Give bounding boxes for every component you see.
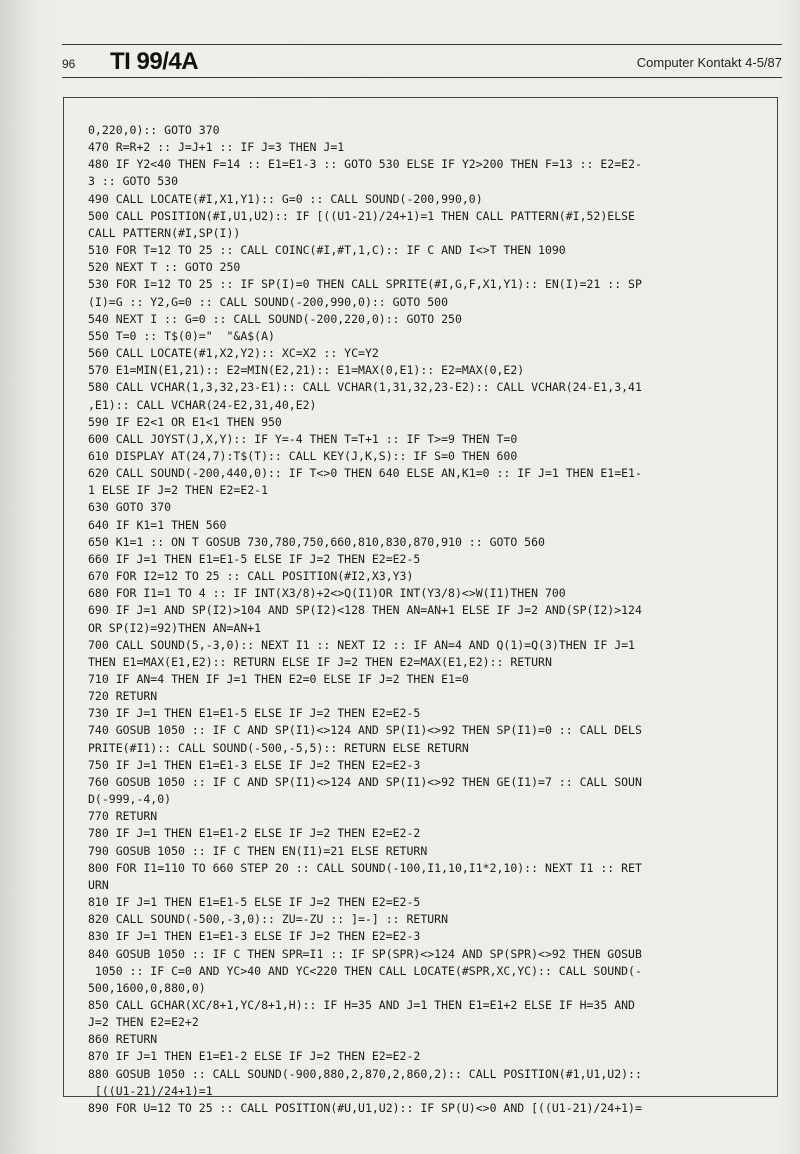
code-line: 770 RETURN [88, 809, 158, 824]
code-line: 0,220,0):: GOTO 370 [88, 123, 220, 137]
code-line: 560 CALL LOCATE(#1,X2,Y2):: XC=X2 :: YC=Y2 [88, 346, 379, 361]
code-line: [((U1-21)/24+1)=1 [88, 1083, 213, 1098]
code-line: 470 R=R+2 :: J=J+1 :: IF J=3 THEN J=1 [88, 140, 345, 155]
code-line: 600 CALL JOYST(J,X,Y):: IF Y=-4 THEN T=T+1 :: IF T>=9 THEN T=0 [88, 431, 518, 446]
code-line: 810 IF J=1 THEN E1=E1-5 ELSE IF J=2 THEN E2=E2-5 [88, 895, 421, 910]
code-line: 680 FOR I1=1 TO 4 :: IF INT(X3/8)+2<>Q(I1)OR INT(Y3/8)<>W(I1)THEN 700 [88, 586, 566, 601]
basic-program-listing [88, 122, 768, 1117]
code-line: 3 :: GOTO 530 [88, 174, 179, 189]
code-line: 590 IF E2<1 OR E1<1 THEN 950 [88, 414, 282, 429]
code-line: 480 IF Y2<40 THEN F=14 :: E1=E1-3 :: GOTO 530 ELSE IF Y2>200 THEN F=13 :: E2=E2- [88, 157, 642, 172]
code-line: 780 IF J=1 THEN E1=E1-2 ELSE IF J=2 THEN E2=E2-2 [88, 826, 421, 841]
code-line: 660 IF J=1 THEN E1=E1-5 ELSE IF J=2 THEN E2=E2-5 [88, 551, 421, 566]
code-line: CALL PATTERN(#I,SP(I)) [88, 225, 241, 240]
code-line: 510 FOR T=12 TO 25 :: CALL COINC(#I,#T,1,C):: IF C AND I<>T THEN 1090 [88, 243, 566, 258]
code-line: 760 GOSUB 1050 :: IF C AND SP(I1)<>124 AND SP(I1)<>92 THEN GE(I1)=7 :: CALL SOUN [88, 774, 642, 789]
code-line: 850 CALL GCHAR(XC/8+1,YC/8+1,H):: IF H=35 AND J=1 THEN E1=E1+2 ELSE IF H=35 AND [88, 997, 635, 1012]
code-line: 580 CALL VCHAR(1,3,32,23-E1):: CALL VCHAR(1,31,32,23-E2):: CALL VCHAR(24-E1,3,41 [88, 380, 642, 395]
code-line: 530 FOR I=12 TO 25 :: IF SP(I)=0 THEN CALL SPRITE(#I,G,F,X1,Y1):: EN(I)=21 :: SP [88, 277, 642, 292]
code-line: 870 IF J=1 THEN E1=E1-2 ELSE IF J=2 THEN E2=E2-2 [88, 1049, 421, 1064]
code-line: 1 ELSE IF J=2 THEN E2=E2-1 [88, 483, 269, 498]
code-line: 610 DISPLAY AT(24,7):T$(T):: CALL KEY(J,K,S):: IF S=0 THEN 600 [88, 448, 518, 463]
code-line: 690 IF J=1 AND SP(I2)>104 AND SP(I2)<128 THEN AN=AN+1 ELSE IF J=2 AND(SP(I2)>124 [88, 603, 642, 618]
code-line: 830 IF J=1 THEN E1=E1-3 ELSE IF J=2 THEN E2=E2-3 [88, 929, 421, 944]
code-line: 880 GOSUB 1050 :: CALL SOUND(-900,880,2,870,2,860,2):: CALL POSITION(#1,U1,U2):: [88, 1066, 642, 1081]
code-line: 730 IF J=1 THEN E1=E1-5 ELSE IF J=2 THEN E2=E2-5 [88, 706, 421, 721]
code-line: 790 GOSUB 1050 :: IF C THEN EN(I1)=21 ELSE RETURN [88, 843, 428, 858]
code-line: 1050 :: IF C=0 AND YC>40 AND YC<220 THEN CALL LOCATE(#SPR,XC,YC):: CALL SOUND(- [88, 963, 642, 978]
code-line: 710 IF AN=4 THEN IF J=1 THEN E2=0 ELSE IF J=2 THEN E1=0 [88, 672, 469, 686]
code-line: 890 FOR U=12 TO 25 :: CALL POSITION(#U,U1,U2):: IF SP(U)<>0 AND [((U1-21)/24+1)= [88, 1100, 642, 1115]
code-line: THEN E1=MAX(E1,E2):: RETURN ELSE IF J=2 THEN E2=MAX(E1,E2):: RETURN [88, 654, 552, 669]
code-line: 500,1600,0,880,0) [88, 980, 206, 995]
code-line: 640 IF K1=1 THEN 560 [88, 517, 227, 532]
code-line: J=2 THEN E2=E2+2 [88, 1015, 199, 1030]
code-line: 860 RETURN [88, 1032, 158, 1047]
code-line: 490 CALL LOCATE(#I,X1,Y1):: G=0 :: CALL SOUND(-200,990,0) [88, 191, 483, 206]
code-line: URN [88, 877, 109, 892]
code-line: 620 CALL SOUND(-200,440,0):: IF T<>0 THEN 640 ELSE AN,K1=0 :: IF J=1 THEN E1=E1- [88, 466, 642, 481]
code-line: 800 FOR I1=110 TO 660 STEP 20 :: CALL SOUND(-100,I1,10,I1*2,10):: NEXT I1 :: RET [88, 860, 642, 875]
code-line: ,E1):: CALL VCHAR(24-E2,31,40,E2) [88, 397, 317, 412]
code-line: 520 NEXT T :: GOTO 250 [88, 260, 241, 275]
code-line: 670 FOR I2=12 TO 25 :: CALL POSITION(#I2,X3,Y3) [88, 569, 414, 584]
issue-label: Computer Kontakt 4-5/87 [636, 55, 782, 70]
page-header [62, 44, 782, 78]
code-line: 500 CALL POSITION(#I,U1,U2):: IF [((U1-21)/24+1)=1 THEN CALL PATTERN(#I,52)ELSE [88, 208, 635, 223]
code-line: 820 CALL SOUND(-500,-3,0):: ZU=-ZU :: ]=-] :: RETURN [88, 912, 449, 927]
code-line: PRITE(#I1):: CALL SOUND(-500,-5,5):: RETURN ELSE RETURN [88, 740, 469, 755]
page-number: 96 [62, 57, 76, 71]
code-line: OR SP(I2)=92)THEN AN=AN+1 [88, 620, 262, 635]
code-line: D(-999,-4,0) [88, 792, 172, 807]
code-line: 550 T=0 :: T$(0)=" "&A$(A) [88, 328, 275, 343]
code-line: 570 E1=MIN(E1,21):: E2=MIN(E2,21):: E1=MAX(0,E1):: E2=MAX(0,E2) [88, 363, 525, 378]
code-line: 740 GOSUB 1050 :: IF C AND SP(I1)<>124 AND SP(I1)<>92 THEN SP(I1)=0 :: CALL DELS [88, 723, 642, 738]
code-line: (I)=G :: Y2,G=0 :: CALL SOUND(-200,990,0):: GOTO 500 [88, 294, 449, 309]
code-line: 840 GOSUB 1050 :: IF C THEN SPR=I1 :: IF SP(SPR)<>124 AND SP(SPR)<>92 THEN GOSUB [88, 946, 642, 961]
code-line: 700 CALL SOUND(5,-3,0):: NEXT I1 :: NEXT I2 :: IF AN=4 AND Q(1)=Q(3)THEN IF J=1 [88, 637, 635, 652]
code-line: 720 RETURN [88, 689, 158, 704]
code-line: 750 IF J=1 THEN E1=E1-3 ELSE IF J=2 THEN E2=E2-3 [88, 757, 421, 772]
code-line: 630 GOTO 370 [88, 500, 172, 515]
code-line: 650 K1=1 :: ON T GOSUB 730,780,750,660,810,830,870,910 :: GOTO 560 [88, 534, 545, 549]
magazine-title: TI 99/4A [110, 48, 199, 75]
code-line: 540 NEXT I :: G=0 :: CALL SOUND(-200,220,0):: GOTO 250 [88, 311, 462, 326]
